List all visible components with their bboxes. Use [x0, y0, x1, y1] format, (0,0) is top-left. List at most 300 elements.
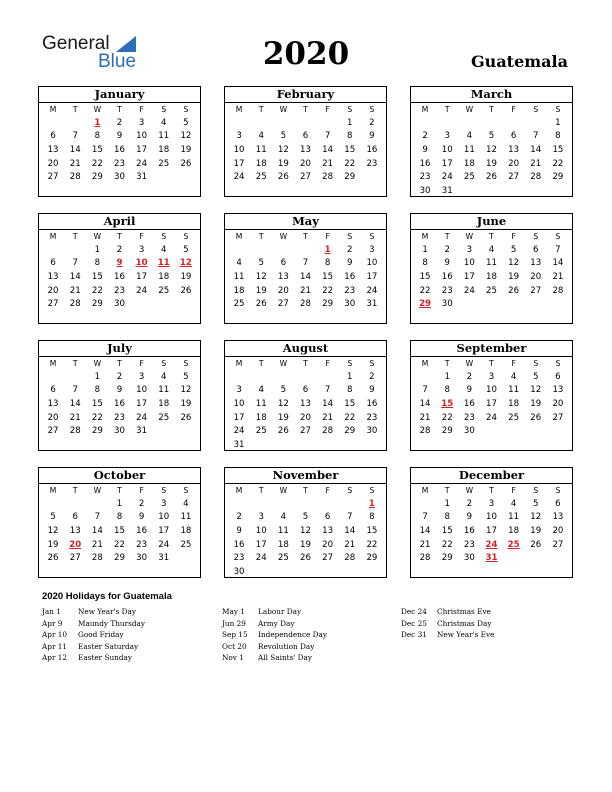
- empty-cell: [317, 498, 339, 512]
- empty-cell: [42, 244, 64, 258]
- day-cell: 27: [47, 426, 59, 437]
- day-cell: 24: [441, 172, 453, 183]
- day-cell: 12: [530, 512, 542, 523]
- day-cell: 16: [463, 526, 475, 537]
- day-cell: 26: [530, 539, 542, 550]
- day-cell: 8: [347, 131, 353, 142]
- holiday-name: Good Friday: [78, 630, 124, 639]
- day-cell: 21: [322, 412, 334, 423]
- day-cell: 3: [444, 131, 450, 142]
- weekday-header: S: [533, 232, 539, 241]
- holiday-row: [222, 629, 327, 641]
- weekday-header: W: [465, 105, 474, 114]
- day-cell: 6: [510, 131, 517, 142]
- weekday-header: S: [183, 359, 189, 368]
- day-cell: 15: [552, 145, 564, 156]
- day-cell: 13: [47, 272, 59, 283]
- day-cell: 20: [508, 158, 520, 169]
- day-cell: 15: [419, 272, 431, 283]
- month-grid: [39, 103, 200, 185]
- holiday-date: Apr 11: [42, 641, 68, 651]
- month-grid: [225, 230, 386, 312]
- day-cell: 26: [508, 285, 520, 296]
- day-cell: 19: [255, 285, 267, 296]
- day-cell: 17: [463, 272, 475, 283]
- day-cell: 6: [50, 385, 56, 396]
- day-cell: 14: [419, 526, 431, 537]
- day-cell: 11: [233, 272, 245, 283]
- day-cell: 28: [300, 299, 311, 310]
- weekday-header: M: [235, 486, 243, 495]
- day-cell: 4: [510, 498, 517, 509]
- day-cell: 9: [466, 512, 473, 523]
- month-february: [224, 86, 387, 197]
- day-cell: 25: [158, 412, 170, 423]
- weekday-header: S: [369, 359, 375, 368]
- weekday-header: W: [279, 105, 288, 114]
- empty-cell: [64, 244, 86, 258]
- holidays-title: 2020 Holidays for Guatemala: [42, 591, 172, 602]
- calendar-year: 2020: [262, 36, 350, 72]
- day-cell: 4: [161, 371, 167, 382]
- day-cell: 29: [366, 553, 378, 564]
- day-cell: 10: [158, 512, 170, 523]
- logo-text-general: General: [42, 33, 110, 54]
- day-cell: 4: [161, 244, 167, 255]
- weekday-header: T: [444, 105, 450, 114]
- day-cell: 20: [47, 412, 59, 423]
- day-cell: 26: [255, 299, 267, 310]
- month-october: [38, 467, 201, 578]
- empty-cell: [250, 117, 272, 131]
- day-cell: 19: [180, 272, 192, 283]
- empty-cell: [250, 371, 272, 385]
- empty-cell: [228, 498, 250, 512]
- day-cell: 29: [441, 553, 453, 564]
- month-title: July: [39, 341, 200, 357]
- holiday-row: [222, 652, 327, 664]
- day-cell: 12: [277, 399, 289, 410]
- day-cell: 2: [138, 498, 145, 509]
- day-cell: 27: [300, 426, 311, 437]
- holiday-day: 12: [179, 258, 192, 269]
- holiday-day: 1: [94, 117, 101, 128]
- holiday-name: Easter Sunday: [78, 653, 133, 662]
- day-cell: 14: [69, 272, 81, 283]
- day-cell: 7: [94, 512, 101, 523]
- day-cell: 8: [444, 385, 450, 396]
- weekday-header: S: [369, 232, 375, 241]
- day-cell: 6: [280, 258, 287, 269]
- month-grid: [225, 484, 386, 580]
- day-cell: 21: [69, 285, 81, 296]
- weekday-header: F: [139, 359, 144, 368]
- weekday-header: F: [511, 232, 516, 241]
- holiday-day: 1: [324, 244, 331, 255]
- empty-cell: [228, 117, 250, 131]
- day-cell: 18: [508, 526, 520, 537]
- day-cell: 4: [161, 117, 167, 128]
- month-title: October: [39, 468, 200, 484]
- day-cell: 22: [91, 158, 103, 169]
- day-cell: 19: [300, 539, 311, 550]
- day-cell: 22: [419, 285, 431, 296]
- day-cell: 23: [463, 539, 475, 550]
- day-cell: 3: [138, 117, 145, 128]
- day-cell: 9: [422, 145, 428, 156]
- day-cell: 8: [369, 512, 375, 523]
- day-cell: 22: [91, 412, 103, 423]
- holiday-name: New Year's Eve: [437, 630, 495, 639]
- day-cell: 13: [552, 385, 564, 396]
- day-cell: 20: [322, 539, 334, 550]
- day-cell: 29: [441, 426, 453, 437]
- day-cell: 9: [116, 385, 123, 396]
- empty-cell: [436, 117, 458, 131]
- day-cell: 21: [344, 539, 356, 550]
- weekday-header: S: [347, 486, 353, 495]
- holiday-day: 9: [116, 258, 123, 269]
- holiday-name: New Year's Day: [78, 607, 137, 616]
- month-title: January: [39, 87, 200, 103]
- day-cell: 27: [69, 553, 81, 564]
- holiday-name: Christmas Day: [437, 618, 492, 628]
- day-cell: 20: [300, 412, 311, 423]
- day-cell: 18: [255, 412, 267, 423]
- day-cell: 22: [91, 285, 103, 296]
- day-cell: 15: [441, 526, 453, 537]
- day-cell: 23: [419, 172, 431, 183]
- month-january: [38, 86, 201, 197]
- day-cell: 29: [344, 426, 356, 437]
- day-cell: 1: [555, 117, 561, 128]
- day-cell: 4: [466, 131, 473, 142]
- day-cell: 13: [47, 145, 59, 156]
- day-cell: 8: [444, 512, 450, 523]
- day-cell: 17: [441, 158, 453, 169]
- holiday-day: 29: [419, 299, 432, 310]
- day-cell: 16: [366, 399, 378, 410]
- month-september: [410, 340, 573, 451]
- weekday-header: T: [72, 486, 78, 495]
- day-cell: 13: [530, 258, 542, 269]
- day-cell: 17: [233, 412, 245, 423]
- empty-cell: [228, 371, 250, 385]
- day-cell: 13: [322, 526, 334, 537]
- empty-cell: [294, 117, 316, 131]
- day-cell: 28: [69, 172, 81, 183]
- day-cell: 24: [463, 285, 475, 296]
- day-cell: 8: [324, 258, 331, 269]
- day-cell: 14: [344, 526, 356, 537]
- day-cell: 2: [466, 371, 473, 382]
- day-cell: 1: [116, 498, 123, 509]
- day-cell: 8: [347, 385, 353, 396]
- day-cell: 25: [486, 285, 497, 296]
- day-cell: 25: [158, 158, 170, 169]
- day-cell: 7: [533, 131, 539, 142]
- day-cell: 26: [180, 285, 192, 296]
- empty-cell: [503, 117, 525, 131]
- holiday-name: Christmas Eve: [437, 607, 491, 616]
- weekday-header: T: [72, 232, 78, 241]
- weekday-header: T: [489, 105, 494, 114]
- month-grid: [39, 484, 200, 566]
- day-cell: 24: [255, 553, 267, 564]
- holiday-row: [42, 629, 145, 641]
- day-cell: 7: [72, 258, 78, 269]
- day-cell: 30: [114, 299, 125, 310]
- holiday-row: [222, 618, 327, 630]
- day-cell: 19: [180, 145, 192, 156]
- weekday-header: F: [325, 232, 330, 241]
- holiday-row: [222, 606, 327, 618]
- day-cell: 30: [233, 567, 245, 578]
- holiday-date: Sep 15: [222, 630, 248, 639]
- empty-cell: [294, 371, 316, 385]
- holiday-date: May 1: [222, 607, 245, 616]
- day-cell: 28: [552, 285, 564, 296]
- day-cell: 21: [552, 272, 564, 283]
- day-cell: 2: [116, 371, 123, 382]
- day-cell: 10: [233, 145, 245, 156]
- day-cell: 8: [94, 258, 101, 269]
- day-cell: 7: [324, 131, 331, 142]
- holiday-day: 31: [485, 553, 498, 564]
- day-cell: 4: [280, 512, 287, 523]
- empty-cell: [317, 117, 339, 131]
- day-cell: 29: [91, 299, 103, 310]
- day-cell: 4: [236, 258, 242, 269]
- day-cell: 26: [47, 553, 59, 564]
- holidays-column: [42, 606, 145, 664]
- day-cell: 5: [50, 512, 56, 523]
- empty-cell: [272, 117, 294, 131]
- day-cell: 25: [158, 285, 170, 296]
- day-cell: 14: [530, 145, 542, 156]
- day-cell: 11: [508, 512, 520, 523]
- holiday-row: [42, 606, 145, 618]
- empty-cell: [250, 498, 272, 512]
- day-cell: 2: [116, 117, 123, 128]
- day-cell: 27: [300, 172, 311, 183]
- day-cell: 25: [255, 172, 267, 183]
- day-cell: 13: [552, 512, 564, 523]
- day-cell: 5: [302, 512, 309, 523]
- day-cell: 28: [69, 426, 81, 437]
- day-cell: 15: [322, 272, 334, 283]
- day-cell: 29: [91, 172, 103, 183]
- day-cell: 19: [508, 272, 520, 283]
- day-cell: 28: [69, 299, 81, 310]
- day-cell: 4: [183, 498, 189, 509]
- day-cell: 23: [366, 158, 378, 169]
- day-cell: 9: [466, 385, 473, 396]
- day-cell: 6: [555, 371, 561, 382]
- month-title: December: [411, 468, 572, 484]
- day-cell: 14: [419, 399, 431, 410]
- holiday-row: [401, 629, 494, 641]
- weekday-header: M: [49, 359, 57, 368]
- weekday-header: W: [279, 359, 288, 368]
- day-cell: 9: [116, 131, 123, 142]
- day-cell: 26: [180, 412, 192, 423]
- holiday-name: Revolution Day: [258, 641, 315, 651]
- day-cell: 8: [422, 258, 428, 269]
- day-cell: 26: [300, 553, 311, 564]
- weekday-header: T: [489, 232, 494, 241]
- day-cell: 6: [50, 258, 56, 269]
- day-cell: 23: [366, 412, 378, 423]
- weekday-header: T: [258, 486, 264, 495]
- weekday-header: M: [49, 105, 57, 114]
- day-cell: 6: [50, 131, 56, 142]
- weekday-header: T: [117, 359, 122, 368]
- day-cell: 1: [347, 117, 353, 128]
- day-cell: 6: [533, 244, 539, 255]
- holiday-date: Jun 29: [222, 618, 246, 628]
- holiday-date: Nov 1: [222, 653, 244, 662]
- day-cell: 6: [302, 131, 309, 142]
- day-cell: 2: [369, 371, 375, 382]
- day-cell: 25: [255, 426, 267, 437]
- day-cell: 17: [136, 399, 148, 410]
- day-cell: 17: [136, 145, 148, 156]
- holiday-date: Jan 1: [42, 607, 61, 616]
- holiday-day: 25: [507, 539, 520, 550]
- weekday-header: S: [533, 359, 539, 368]
- holidays-column: [222, 606, 327, 664]
- day-cell: 22: [322, 285, 334, 296]
- empty-cell: [272, 498, 294, 512]
- day-cell: 18: [158, 399, 170, 410]
- day-cell: 28: [322, 172, 334, 183]
- holiday-name: All Saints' Day: [258, 653, 312, 662]
- holiday-name: Maundy Thursday: [78, 618, 145, 628]
- day-cell: 15: [366, 526, 378, 537]
- day-cell: 5: [280, 385, 287, 396]
- day-cell: 5: [533, 498, 539, 509]
- month-may: [224, 213, 387, 324]
- day-cell: 28: [91, 553, 103, 564]
- day-cell: 15: [344, 145, 356, 156]
- day-cell: 5: [258, 258, 264, 269]
- day-cell: 2: [116, 244, 123, 255]
- day-cell: 2: [347, 244, 353, 255]
- weekday-header: M: [49, 232, 57, 241]
- day-cell: 26: [277, 172, 289, 183]
- month-grid: [39, 357, 200, 439]
- day-cell: 13: [277, 272, 289, 283]
- day-cell: 24: [233, 426, 245, 437]
- day-cell: 1: [94, 244, 101, 255]
- weekday-header: F: [511, 105, 516, 114]
- month-july: [38, 340, 201, 451]
- day-cell: 23: [344, 285, 356, 296]
- weekday-header: T: [258, 105, 264, 114]
- day-cell: 10: [136, 385, 148, 396]
- day-cell: 22: [441, 412, 453, 423]
- empty-cell: [228, 244, 250, 258]
- holiday-date: Dec 25: [401, 618, 427, 628]
- day-cell: 22: [344, 412, 356, 423]
- logo-text-blue: Blue: [98, 51, 137, 72]
- month-december: [410, 467, 573, 578]
- day-cell: 9: [369, 385, 375, 396]
- day-cell: 20: [552, 399, 564, 410]
- weekday-header: S: [183, 486, 189, 495]
- day-cell: 27: [530, 285, 542, 296]
- weekday-header: S: [183, 232, 189, 241]
- day-cell: 16: [114, 399, 125, 410]
- day-cell: 6: [555, 498, 561, 509]
- day-cell: 1: [422, 244, 428, 255]
- holiday-day: 1: [368, 498, 375, 509]
- day-cell: 2: [466, 498, 473, 509]
- weekday-header: M: [421, 486, 429, 495]
- day-cell: 18: [486, 272, 497, 283]
- weekday-header: T: [117, 105, 122, 114]
- day-cell: 20: [47, 158, 59, 169]
- weekday-header: S: [369, 486, 375, 495]
- month-grid: [39, 230, 200, 312]
- day-cell: 28: [419, 426, 431, 437]
- day-cell: 15: [91, 272, 103, 283]
- month-april: [38, 213, 201, 324]
- weekday-header: F: [325, 486, 330, 495]
- day-cell: 9: [236, 526, 242, 537]
- day-cell: 27: [508, 172, 520, 183]
- weekday-header: S: [347, 105, 353, 114]
- weekday-header: T: [303, 359, 308, 368]
- weekday-header: T: [72, 359, 78, 368]
- day-cell: 24: [486, 412, 497, 423]
- day-cell: 18: [158, 145, 170, 156]
- day-cell: 19: [277, 158, 289, 169]
- weekday-header: F: [139, 232, 144, 241]
- day-cell: 16: [233, 539, 245, 550]
- day-cell: 5: [488, 131, 495, 142]
- weekday-header: S: [555, 232, 561, 241]
- day-cell: 13: [47, 399, 59, 410]
- holiday-name: Army Day: [258, 618, 295, 628]
- weekday-header: S: [369, 105, 375, 114]
- day-cell: 30: [419, 186, 431, 197]
- holiday-name: Labour Day: [258, 607, 302, 616]
- weekday-header: F: [139, 486, 144, 495]
- empty-cell: [414, 371, 436, 385]
- day-cell: 20: [47, 285, 59, 296]
- day-cell: 21: [91, 539, 103, 550]
- day-cell: 23: [136, 539, 148, 550]
- month-august: [224, 340, 387, 451]
- weekday-header: W: [279, 232, 288, 241]
- day-cell: 10: [441, 145, 453, 156]
- day-cell: 5: [510, 244, 517, 255]
- day-cell: 18: [158, 272, 170, 283]
- month-title: April: [39, 214, 200, 230]
- weekday-header: T: [72, 105, 78, 114]
- day-cell: 15: [114, 526, 125, 537]
- day-cell: 22: [441, 539, 453, 550]
- day-cell: 17: [366, 272, 378, 283]
- holiday-day: 10: [135, 258, 148, 269]
- day-cell: 13: [300, 399, 311, 410]
- weekday-header: S: [161, 232, 167, 241]
- day-cell: 2: [422, 131, 428, 142]
- day-cell: 30: [344, 299, 356, 310]
- day-cell: 2: [444, 244, 450, 255]
